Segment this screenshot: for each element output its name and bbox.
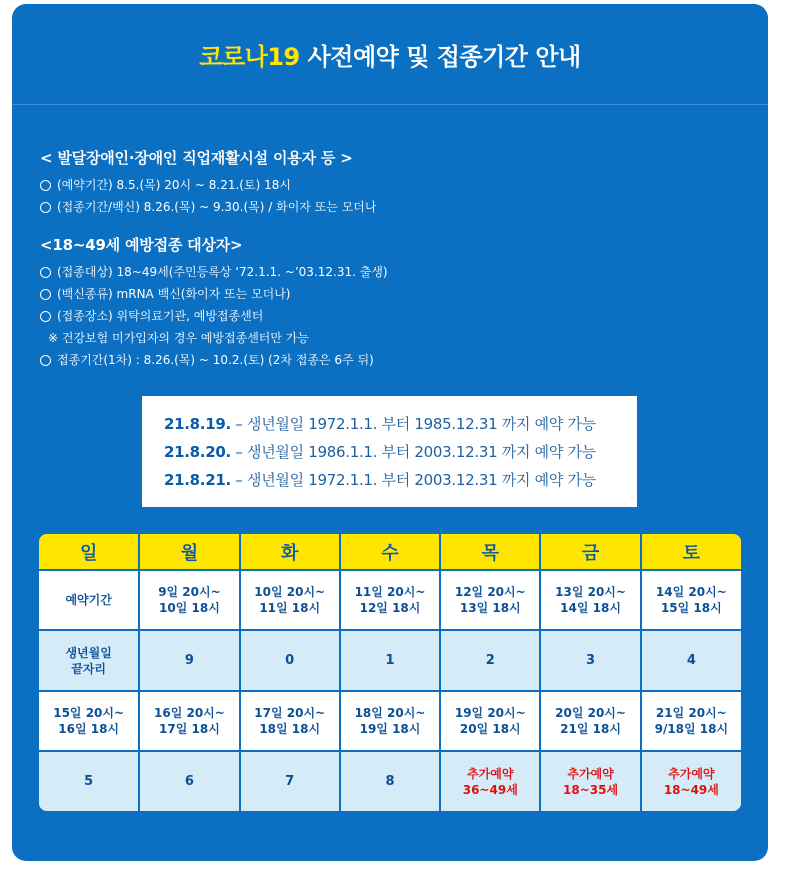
calendar-row xyxy=(39,691,741,751)
list-item-text: (접종장소) 위탁의료기관, 예방접종센터 xyxy=(57,309,264,323)
circle-bullet-icon xyxy=(40,311,51,322)
circle-bullet-icon xyxy=(40,202,51,213)
calendar-cell: 6 xyxy=(139,751,239,811)
calendar-cell: 12일 20시~ 13일 18시 xyxy=(440,570,540,630)
notice-text: – 생년월일 1986.1.1. 부터 2003.12.31 까지 예약 가능 xyxy=(230,442,596,461)
notice-text: – 생년월일 1972.1.1. 부터 2003.12.31 까지 예약 가능 xyxy=(230,470,596,489)
info-card xyxy=(12,4,768,861)
notice-row xyxy=(164,466,637,494)
list-item-text: 접종기간(1차) : 8.26.(목) ~ 10.2.(토) (2차 접종은 6주 뒤) xyxy=(57,353,374,367)
calendar-cell: 4 xyxy=(641,630,741,691)
calendar-row xyxy=(39,630,741,691)
list-item-text: (접종대상) 18~49세(주민등록상 ‘72.1.1. ~’03.12.31. 출생) xyxy=(57,265,388,279)
calendar-cell: 0 xyxy=(240,630,340,691)
notice-date: 21.8.19. xyxy=(164,414,231,433)
circle-bullet-icon xyxy=(40,267,51,278)
section-heading: < 발달장애인·장애인 직업재활시설 이용자 등 > xyxy=(40,149,353,167)
calendar-cell: 10일 20시~ 11일 18시 xyxy=(240,570,340,630)
section-heading: <18~49세 예방접종 대상자> xyxy=(40,236,243,254)
calendar-cell: 추가예약 36~49세 xyxy=(440,751,540,811)
calendar-cell: 18일 20시~ 19일 18시 xyxy=(340,691,440,751)
list-item xyxy=(40,174,376,196)
calendar-cell: 11일 20시~ 12일 18시 xyxy=(340,570,440,630)
calendar-row xyxy=(39,751,741,811)
calendar-cell: 20일 20시~ 21일 18시 xyxy=(540,691,640,751)
section-18-49 xyxy=(40,234,388,371)
page-title xyxy=(199,37,580,72)
calendar-cell: 예약기간 xyxy=(39,570,139,630)
list-item xyxy=(40,349,388,371)
notice-text: – 생년월일 1972.1.1. 부터 1985.12.31 까지 예약 가능 xyxy=(230,414,596,433)
weekday-mon: 월 xyxy=(139,534,239,570)
calendar-cell: 7 xyxy=(240,751,340,811)
reservation-notice xyxy=(142,396,637,507)
weekday-header-row xyxy=(39,534,741,570)
circle-bullet-icon xyxy=(40,180,51,191)
calendar-cell: 15일 20시~ 16일 18시 xyxy=(39,691,139,751)
calendar-cell: 추가예약 18~35세 xyxy=(540,751,640,811)
calendar-cell: 19일 20시~ 20일 18시 xyxy=(440,691,540,751)
weekday-sat: 토 xyxy=(641,534,741,570)
list-item xyxy=(40,305,388,327)
title-rest: 사전예약 및 접종기간 안내 xyxy=(299,42,581,71)
title-highlight: 코로나19 xyxy=(199,42,300,71)
calendar-cell: 2 xyxy=(440,630,540,691)
calendar-table xyxy=(39,534,741,811)
header xyxy=(12,4,768,105)
weekday-tue: 화 xyxy=(240,534,340,570)
calendar-cell: 21일 20시~ 9/18일 18시 xyxy=(641,691,741,751)
calendar-cell: 추가예약 18~49세 xyxy=(641,751,741,811)
circle-bullet-icon xyxy=(40,355,51,366)
list-item xyxy=(40,196,376,218)
calendar-cell: 3 xyxy=(540,630,640,691)
weekday-sun: 일 xyxy=(39,534,139,570)
calendar-cell: 16일 20시~ 17일 18시 xyxy=(139,691,239,751)
calendar-cell: 17일 20시~ 18일 18시 xyxy=(240,691,340,751)
notice-date: 21.8.20. xyxy=(164,442,231,461)
notice-row xyxy=(164,438,637,466)
calendar-cell: 13일 20시~ 14일 18시 xyxy=(540,570,640,630)
list-item-text: (예약기간) 8.5.(목) 20시 ~ 8.21.(토) 18시 xyxy=(57,178,291,192)
weekday-wed: 수 xyxy=(340,534,440,570)
calendar-cell: 생년월일 끝자리 xyxy=(39,630,139,691)
list-item xyxy=(40,261,388,283)
calendar-cell: 9 xyxy=(139,630,239,691)
weekday-thu: 목 xyxy=(440,534,540,570)
calendar-row xyxy=(39,570,741,630)
weekday-fri: 금 xyxy=(540,534,640,570)
list-item-text: (접종기간/백신) 8.26.(목) ~ 9.30.(목) / 화이자 또는 모더나 xyxy=(57,200,377,214)
section-disabled xyxy=(40,147,376,218)
list-item xyxy=(40,283,388,305)
circle-bullet-icon xyxy=(40,289,51,300)
reservation-calendar xyxy=(39,534,741,811)
list-item-text: (백신종류) mRNA 백신(화이자 또는 모더나) xyxy=(57,287,291,301)
notice-row xyxy=(164,410,637,438)
calendar-cell: 5 xyxy=(39,751,139,811)
calendar-cell: 8 xyxy=(340,751,440,811)
insurance-note: ※ 건강보험 미가입자의 경우 예방접종센터만 가능 xyxy=(48,331,309,345)
calendar-cell: 1 xyxy=(340,630,440,691)
notice-date: 21.8.21. xyxy=(164,470,231,489)
calendar-cell: 9일 20시~ 10일 18시 xyxy=(139,570,239,630)
calendar-cell: 14일 20시~ 15일 18시 xyxy=(641,570,741,630)
